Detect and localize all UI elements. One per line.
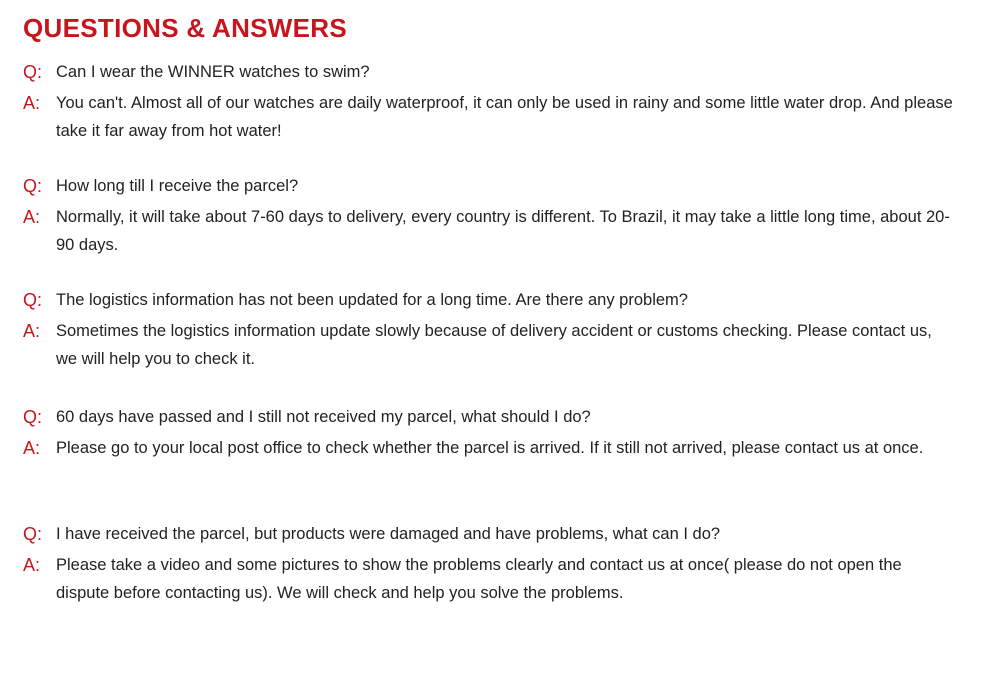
- answer-row: [0, 89, 1000, 140]
- answer-row: [0, 317, 1000, 368]
- answer-text: Sometimes the logistics information update slowly because of delivery accident or customs checking. Please contact us, we will help you to check it.: [56, 322, 932, 368]
- answer-marker: A:: [23, 438, 41, 458]
- qa-item: [0, 172, 1000, 254]
- question-marker: Q:: [23, 62, 43, 82]
- answer-marker: A:: [23, 207, 41, 227]
- question-text: 60 days have passed and I still not received my parcel, what should I do?: [56, 408, 591, 426]
- question-text: I have received the parcel, but products were damaged and have problems, what can I do?: [56, 525, 721, 543]
- qa-item: [0, 520, 1000, 602]
- answer-text: Please go to your local post office to check whether the parcel is arrived. If it still not arrived, please contact us at once.: [56, 439, 924, 457]
- question-row: [0, 403, 1000, 431]
- question-text: Can I wear the WINNER watches to swim?: [56, 63, 370, 81]
- answer-marker: A:: [23, 555, 41, 575]
- answer-marker: A:: [23, 93, 41, 113]
- question-text: The logistics information has not been updated for a long time. Are there any problem?: [56, 291, 688, 309]
- question-row: [0, 520, 1000, 548]
- answer-marker: A:: [23, 321, 41, 341]
- question-marker: Q:: [23, 524, 43, 544]
- question-row: [0, 286, 1000, 314]
- qa-item: [0, 403, 1000, 462]
- question-marker: Q:: [23, 290, 43, 310]
- qa-item: [0, 58, 1000, 140]
- page-title: QUESTIONS & ANSWERS: [23, 13, 347, 43]
- answer-row: [0, 434, 1000, 462]
- question-marker: Q:: [23, 407, 43, 427]
- answer-text: Normally, it will take about 7-60 days to delivery, every country is different. To Brazil, it may take a little long time, about 20-90 days.: [56, 208, 950, 254]
- question-row: [0, 172, 1000, 200]
- answer-text: Please take a video and some pictures to show the problems clearly and contact us at once( please do not open the dispute before contacting us). We will check and help you solve the problems.: [56, 556, 902, 602]
- question-text: How long till I receive the parcel?: [56, 177, 299, 195]
- qa-item: [0, 286, 1000, 368]
- question-marker: Q:: [23, 176, 43, 196]
- answer-text: You can't. Almost all of our watches are daily waterproof, it can only be used in rainy and some little water drop. And please take it far away from hot water!: [56, 94, 953, 140]
- question-row: [0, 58, 1000, 86]
- answer-row: [0, 203, 1000, 254]
- answer-row: [0, 551, 1000, 602]
